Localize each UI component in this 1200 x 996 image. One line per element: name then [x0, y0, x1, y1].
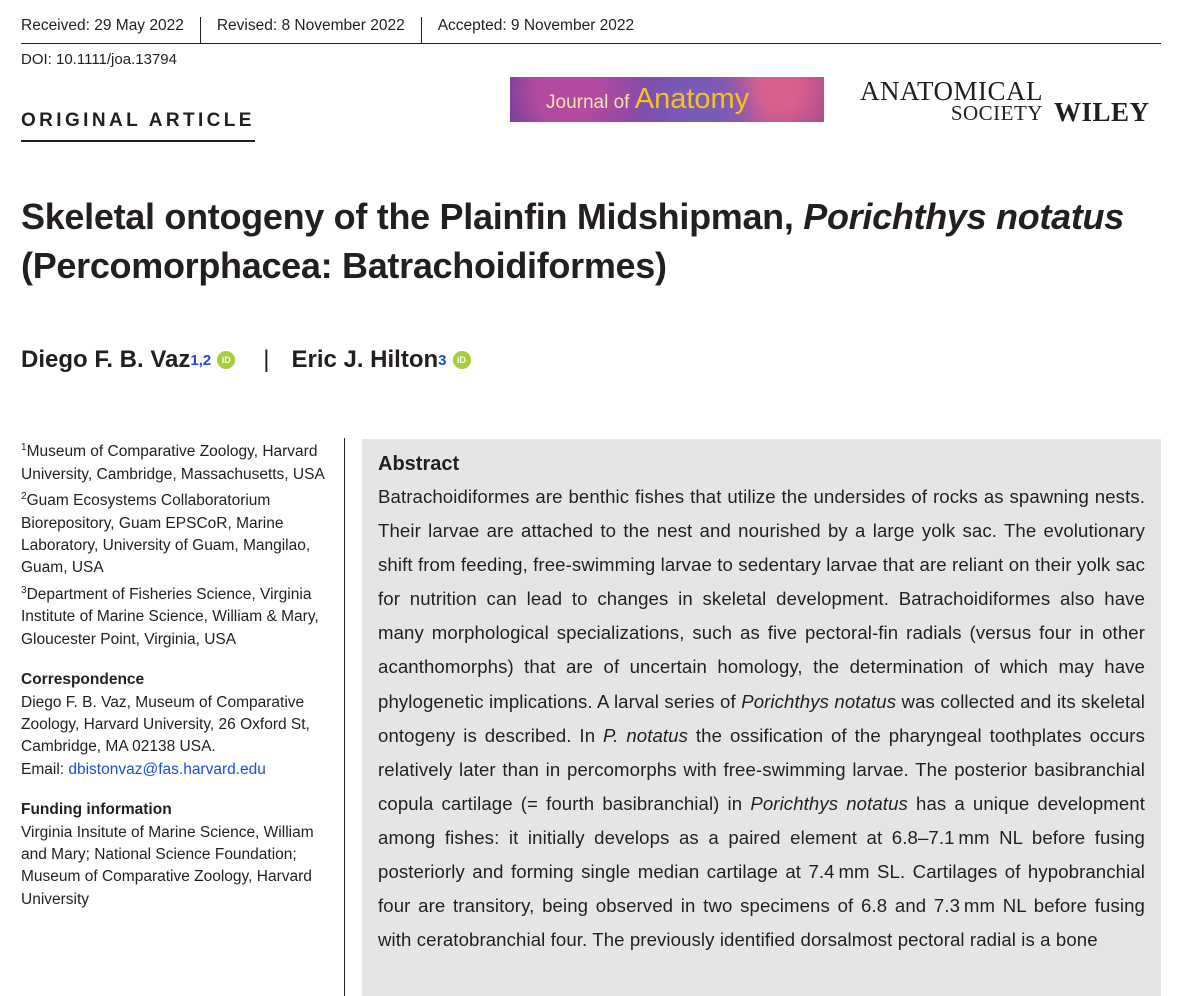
orcid-icon[interactable]: iD	[453, 351, 471, 369]
email-link[interactable]: dbistonvaz@fas.harvard.edu	[68, 760, 266, 778]
revised-date: Revised: 8 November 2022	[200, 17, 421, 43]
author-list	[21, 346, 471, 374]
abstract-heading: Abstract	[378, 453, 460, 475]
article-type: ORIGINAL ARTICLE	[21, 110, 255, 142]
abstract-box	[362, 439, 1161, 996]
received-date: Received: 29 May 2022	[21, 17, 184, 34]
doi: DOI: 10.1111/joa.13794	[21, 51, 177, 68]
journal-banner-logo	[510, 77, 824, 122]
affiliation-ref[interactable]: 3	[438, 351, 447, 369]
publication-dates	[21, 17, 1161, 44]
funding-heading: Funding information	[21, 801, 172, 819]
abstract-text: Batrachoidiformes are benthic fishes that utilize the undersides of rocks as spawning nests. Their larvae are attached to the nest and nourished by a large yolk sac. The evolutionary shift from feeding, free-swimming larvae to sedentary larvae that are reliant on their yolk sac for nutrition can lead to changes in skeletal development. Batrachoidiformes also have many morphological specializations, such as five pectoral-fin radials (versus four in other acanthomorphs) that are of uncertain homology, the determination of which may have phylogenetic implications. A larval series of Porichthys notatus was collected and its skeletal ontogeny is described. In P. notatus the ossification of the pharyngeal toothplates occurs relatively later than in percomorphs with free-swimming larvae. The posterior basibranchial copula cartilage (= fourth basibranchial) in Porichthys notatus has a unique development among fishes: it initially develops as a paired element at 6.8–7.1 mm NL before fusing posteriorly and forming single median cartilage at 7.4 mm SL. Cartilages of hypobranchial four are transitory, being observed in two specimens of 6.8 and 7.3 mm NL before fusing with ceratobranchial four. The previously identified dorsalmost pectoral radial is a bone	[378, 486, 1145, 951]
affiliation-3: $^3$Department of Fisheries Science, Virginia Institute of Marine Science, William & Mary, Gloucester Point, Virginia, USA	[21, 584, 319, 648]
accepted-date: Accepted: 9 November 2022	[421, 17, 650, 43]
author-name[interactable]: Diego F. B. Vaz	[21, 346, 191, 373]
society-logo: ANATOMICAL SOCIETY	[859, 76, 1043, 125]
sidebar	[21, 437, 331, 911]
author-name[interactable]: Eric J. Hilton	[291, 346, 439, 373]
author-separator: |	[263, 346, 270, 373]
affiliation-ref[interactable]: 1,2	[190, 351, 212, 369]
correspondence-text: Diego F. B. Vaz, Museum of Comparative Zoology, Harvard University, 26 Oxford St, Cambridge, MA 02138 USA. Email: dbistonvaz@fas.harvard.edu	[21, 693, 310, 778]
column-divider	[344, 438, 345, 996]
publisher-logo: WILEY	[1054, 97, 1150, 127]
journal-name: Journal of Anatomy	[546, 83, 750, 115]
affiliation-2: $^2$Guam Ecosystems Collaboratorium Biorepository, Guam EPSCoR, Marine Laboratory, University of Guam, Mangilao, Guam, USA	[21, 490, 311, 577]
orcid-icon[interactable]: iD	[217, 351, 235, 369]
affiliation-1: $^1$Museum of Comparative Zoology, Harvard University, Cambridge, Massachusetts, USA	[21, 442, 325, 483]
correspondence-heading: Correspondence	[21, 671, 145, 689]
funding-text: Virginia Insitute of Marine Science, William and Mary; National Science Foundation; Museum of Comparative Zoology, Harvard University	[21, 823, 314, 908]
article-title: Skeletal ontogeny of the Plainfin Midshipman, Porichthys notatus (Percomorphacea: Batrachoidiformes)	[21, 196, 1124, 286]
